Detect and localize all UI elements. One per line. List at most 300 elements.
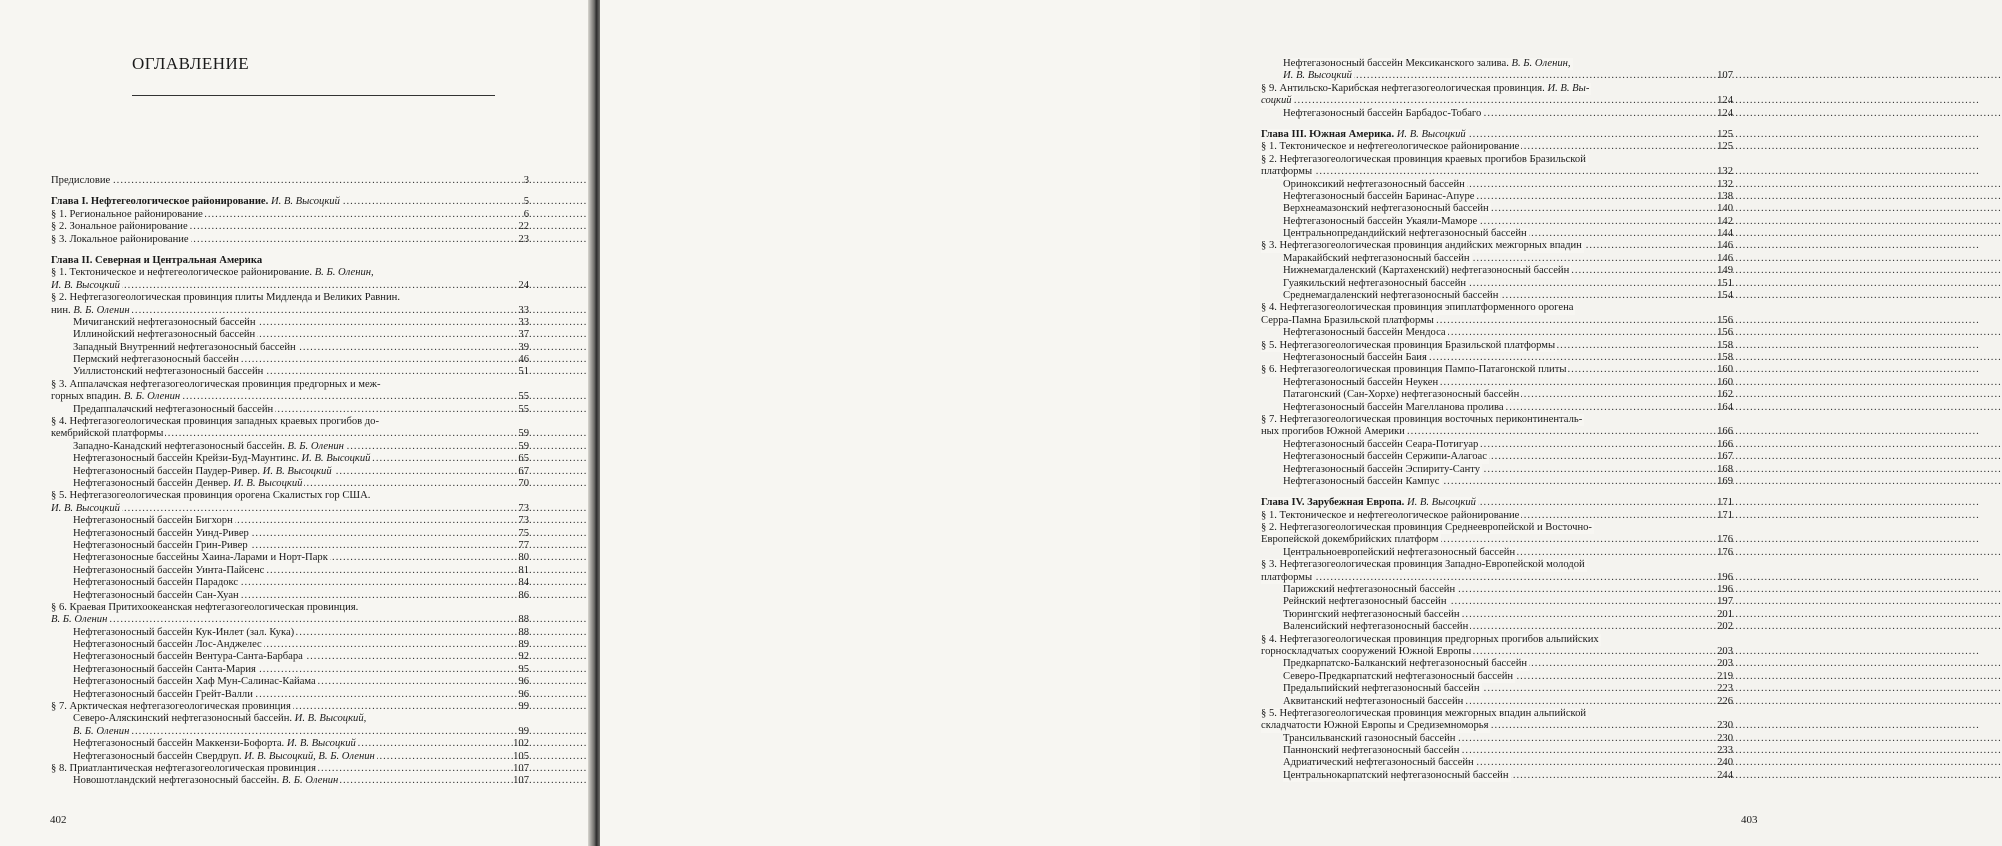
toc-entry-title: Нефтегазоносный бассейн Санта-Мария (73, 663, 256, 675)
toc-entry-title: § 9. Антильско-Карибская нефтегазогеологическая провинция. (1261, 82, 1545, 94)
toc-page-number: 168 (1717, 463, 1733, 475)
toc-entry-title: Верхнеамазонский нефтегазоносный бассейн (1283, 203, 1489, 215)
toc-entry-author: И. В. Высоцкий (233, 477, 303, 489)
toc-entry-text (1283, 108, 1483, 120)
toc-page-number: 203 (1717, 645, 1733, 657)
toc-entry-text (1283, 377, 1440, 389)
toc-page-number: 65 (518, 453, 529, 465)
toc-entry-text (1283, 402, 1506, 414)
toc-leader-dots (73, 726, 495, 738)
toc-page-number: 171 (1717, 497, 1733, 509)
toc-entry (51, 221, 529, 233)
toc-entry (1261, 154, 1733, 166)
toc-page-number: 99 (518, 725, 529, 737)
toc-entry-text (1283, 253, 1472, 265)
toc-page-number: 171 (1717, 509, 1733, 521)
toc-entry-author: соцкий (1261, 95, 1292, 107)
toc-page-number: 107 (513, 775, 529, 787)
toc-entry (51, 209, 529, 221)
toc-entry-text (51, 234, 191, 246)
toc-entry-text (1261, 559, 1587, 571)
toc-page-number: 226 (1717, 695, 1733, 707)
toc-entry (51, 614, 529, 626)
toc-entry-text (1261, 646, 1473, 658)
toc-entry-text (1283, 191, 1476, 203)
toc-page-number: 59 (518, 440, 529, 452)
toc-entry-text (51, 280, 122, 292)
toc-page-number: 146 (1717, 240, 1733, 252)
toc-entry-title: Нефтегазоносный бассейн Мексиканского залива. (1283, 58, 1509, 69)
toc-entry (51, 540, 529, 552)
toc-entry-text (1283, 476, 1442, 488)
toc-page-number: 196 (1717, 571, 1733, 583)
toc-entry-title: § 1. Тектоническое и нефтегеологическое районирование (1261, 141, 1520, 153)
toc-entry-author: И. В. Высоцкий (301, 453, 371, 465)
toc-page-number: 77 (518, 539, 529, 551)
toc-entry (51, 515, 529, 527)
toc-entry-text (51, 209, 205, 221)
toc-page-number: 156 (1717, 314, 1733, 326)
toc-chapter-entry (51, 255, 529, 267)
toc-entry (1261, 414, 1733, 426)
toc-entry-text (51, 763, 318, 775)
toc-entry-title: Нефтегазоносный бассейн Хаф Мун-Салинас-Кайама (73, 676, 316, 688)
toc-page-number: 88 (518, 614, 529, 626)
toc-entry-text (73, 651, 305, 663)
toc-leader-dots (51, 175, 495, 187)
toc-page-number: 201 (1717, 608, 1733, 620)
toc-entry-title: Нефтегазоносный бассейн Сеара-Потигуар (1283, 438, 1479, 450)
toc-entry-author: И. В. Высоцкий (270, 196, 340, 208)
toc-entry-title: горных впадин. (51, 391, 122, 403)
toc-page-number: 95 (518, 663, 529, 675)
toc-entry (1261, 439, 1733, 451)
toc-entry-text (1261, 240, 1584, 252)
toc-entry-author: И. В. Высоцкий (1396, 128, 1466, 140)
toc-entry-text (1261, 426, 1407, 438)
toc-entry (1261, 216, 1733, 228)
toc-page-number: 24 (518, 279, 529, 291)
toc-entry-title: Маракайбский нефтегазоносный бассейн (1283, 252, 1470, 264)
toc-page-number: 86 (518, 589, 529, 601)
toc-page-number: 124 (1717, 95, 1733, 107)
toc-entry (51, 317, 529, 329)
toc-entry (1261, 108, 1733, 120)
toc-entry-text (51, 305, 132, 317)
toc-page-number: 144 (1717, 228, 1733, 240)
toc-entry-text (51, 614, 109, 626)
toc-entry-text (1261, 141, 1521, 153)
toc-entry (1261, 572, 1733, 584)
page-title: ОГЛАВЛЕНИЕ (132, 54, 250, 73)
toc-entry-title: Северо-Предкарпатский нефтегазоносный бассейн (1283, 670, 1514, 682)
toc-entry-author: И. В. Высоцкий (51, 502, 120, 514)
toc-entry (1261, 584, 1733, 596)
toc-entry (1261, 609, 1733, 621)
toc-entry-text (1283, 757, 1476, 769)
toc-entry-text (73, 713, 368, 725)
toc-entry-title: § 1. Тектоническое и нефтегеологическое районирование (1261, 509, 1520, 521)
toc-entry (1261, 340, 1733, 352)
toc-entry-title: Нефтегазоносный бассейн Сан-Хуан (73, 589, 239, 601)
toc-entry (51, 577, 529, 589)
toc-page-number: 219 (1717, 670, 1733, 682)
toc-entry-title: Нефтегазоносный бассейн Кампус (1283, 475, 1440, 487)
toc-entry-title: Глава IV. Зарубежная Европа. (1261, 497, 1405, 509)
toc-entry-title: Предальпийский нефтегазоносный бассейн (1283, 683, 1480, 695)
toc-page-number: 149 (1717, 265, 1733, 277)
toc-leader-dots (1261, 166, 1699, 178)
toc-entry-title: Нефтегазоносный бассейн Маккензи-Бофорта. (73, 738, 285, 750)
toc-page-number: 176 (1717, 534, 1733, 546)
toc-entry-title: Нефтегазоносный бассейн Вентура-Санта-Барбара (73, 651, 303, 663)
toc-entry (51, 751, 529, 763)
toc-entry-text (1261, 720, 1490, 732)
toc-entry-text (51, 602, 360, 614)
toc-entry-author: И. В. Вы- (1547, 82, 1590, 94)
toc-entry (51, 175, 529, 187)
toc-page-number: 244 (1717, 769, 1733, 781)
toc-entry-title: § 6. Краевая Притихоокеанская нефтегазогеологическая провинция. (51, 601, 359, 613)
toc-entry-author: И. В. Высоцкий (51, 279, 120, 291)
toc-page-number: 158 (1717, 351, 1733, 363)
toc-entry (1261, 733, 1733, 745)
toc-entry (1261, 476, 1733, 488)
left-page (0, 0, 590, 846)
toc-page-number: 142 (1717, 215, 1733, 227)
toc-entry-author: И. В. Высоцкий, (294, 713, 367, 725)
toc-entry (51, 651, 529, 663)
toc-entry-author: И. В. Высоцкий (286, 738, 356, 750)
toc-entry-text (73, 627, 296, 639)
toc-page-number: 233 (1717, 745, 1733, 757)
toc-list-right (1261, 58, 1733, 782)
toc-page-number: 37 (518, 329, 529, 341)
toc-entry-title: Нефтегазоносный бассейн Уинд-Ривер (73, 527, 249, 539)
toc-entry (51, 342, 529, 354)
toc-entry-text (1261, 340, 1557, 352)
toc-entry-text (73, 478, 304, 490)
toc-page-number: 46 (518, 354, 529, 366)
toc-entry-text (1283, 683, 1482, 695)
toc-entry (1261, 522, 1733, 534)
toc-page-number: 176 (1717, 546, 1733, 558)
toc-entry-text (1261, 522, 1594, 534)
toc-entry (51, 639, 529, 651)
toc-entry-text (73, 676, 318, 688)
toc-entry-title: § 6. Нефтегазогеологическая провинция Пампо-Патагонской плиты (1261, 364, 1567, 376)
toc-list-left (51, 175, 529, 788)
toc-entry (1261, 315, 1733, 327)
toc-entry-text (1283, 203, 1491, 215)
toc-entry-text (51, 503, 122, 515)
toc-page-number: 33 (518, 304, 529, 316)
toc-entry (1261, 166, 1733, 178)
toc-entry-title: Нефтегазоносный бассейн Сержипи-Алагоас (1283, 451, 1487, 463)
toc-entry-title: § 4. Нефтегазогеологическая провинция западных краевых прогибов до- (51, 416, 379, 428)
toc-entry-author: В. Б. Оленин (287, 440, 344, 452)
toc-entry-text (1261, 414, 1584, 426)
toc-page-number: 51 (518, 366, 529, 378)
toc-entry-title: Нефтегазоносный бассейн Парадокс (73, 577, 239, 589)
toc-entry-text (51, 255, 264, 267)
toc-entry-author: В. Б. Оленин, (314, 267, 374, 279)
toc-entry-text (73, 515, 235, 527)
toc-page-number: 196 (1717, 584, 1733, 596)
toc-entry (51, 565, 529, 577)
toc-entry (1261, 634, 1733, 646)
toc-entry-text (1261, 510, 1521, 522)
toc-entry-title: Нефтегазоносный бассейн Крейзи-Буд-Маунтинс. (73, 453, 299, 465)
toc-entry-title: Нижнемагдаленский (Картахенский) нефтегазоносный бассейн (1283, 265, 1570, 277)
toc-entry (51, 234, 529, 246)
toc-page-number: 55 (518, 391, 529, 403)
toc-entry-title: Трансильванский газоносный бассейн (1283, 732, 1456, 744)
toc-entry-title: Нефтегазоносный бассейн Денвер. (73, 477, 231, 489)
toc-entry-text (73, 664, 258, 676)
toc-entry (51, 503, 529, 515)
toc-entry-title: Нефтегазоносный бассейн Бигхорн (73, 515, 233, 527)
toc-entry-text (51, 175, 112, 187)
toc-page-number: 84 (518, 577, 529, 589)
toc-entry (1261, 290, 1733, 302)
toc-entry (51, 329, 529, 341)
toc-entry (1261, 352, 1733, 364)
toc-entry-title: горноскладчатых сооружений Южной Европы (1261, 645, 1472, 657)
toc-entry-text (1283, 389, 1521, 401)
toc-entry-text (1261, 166, 1314, 178)
toc-leader-dots (1261, 95, 1699, 107)
toc-page-number: 151 (1717, 277, 1733, 289)
toc-chapter-entry (1261, 129, 1733, 141)
toc-entry-text (73, 342, 298, 354)
toc-entry-text (1283, 584, 1457, 596)
toc-entry (51, 676, 529, 688)
toc-entry-title: Предаппалачский нефтегазоносный бассейн (73, 403, 274, 415)
toc-entry-text (73, 726, 131, 738)
toc-entry-title: Глава III. Южная Америка. (1261, 128, 1395, 140)
toc-entry-title: Новошотландский нефтегазоносный бассейн. (73, 775, 280, 787)
toc-entry (1261, 58, 1733, 70)
toc-entry (1261, 757, 1733, 769)
toc-entry-title: Предкарпатско-Балканский нефтегазоносный бассейн (1283, 658, 1528, 670)
toc-entry-text (1261, 634, 1601, 646)
toc-page-number: 23 (518, 233, 529, 245)
toc-entry-title: Глава I. Нефтегеологическое районирование. (51, 196, 269, 208)
toc-entry-author: В. Б. Оленин, (1511, 58, 1571, 69)
toc-page-number: 138 (1717, 190, 1733, 202)
toc-page-number: 160 (1717, 376, 1733, 388)
toc-entry (1261, 534, 1733, 546)
toc-entry-text (1283, 658, 1529, 670)
toc-entry-title: § 5. Нефтегазогеологическая провинция межгорных впадин альпийской (1261, 707, 1587, 719)
toc-entry-text (1261, 154, 1588, 166)
toc-page-number: 166 (1717, 438, 1733, 450)
toc-page-number: 107 (513, 762, 529, 774)
toc-entry-text (1261, 315, 1436, 327)
toc-entry-title: Гуаякильский нефтегазоносный бассейн (1283, 277, 1467, 289)
toc-entry-title: § 1. Тектоническое и нефтегеологическое районирование. (51, 267, 313, 279)
toc-page-number: 132 (1717, 178, 1733, 190)
toc-entry-title: платформы (1261, 571, 1313, 583)
toc-entry-text (1261, 95, 1294, 107)
toc-leader-dots (1261, 572, 1699, 584)
toc-entry-title: складчатости Южной Европы и Средиземноморья (1261, 720, 1489, 732)
toc-entry-text (73, 540, 250, 552)
toc-page-number: 39 (518, 341, 529, 353)
toc-entry-title: § 2. Зональное районирование (51, 221, 188, 233)
toc-entry-text (1283, 596, 1449, 608)
toc-entry (1261, 510, 1733, 522)
toc-entry (1261, 278, 1733, 290)
toc-entry-title: § 4. Нефтегазогеологическая провинция эпиплатформенного орогена (1261, 302, 1574, 314)
toc-entry-title: кембрийской платформы (51, 428, 164, 440)
toc-entry-title: Нефтегазоносный бассейн Баринас-Апуре (1283, 190, 1475, 202)
toc-entry-title: Нефтегазоносный бассейн Эспириту-Санту (1283, 463, 1481, 475)
toc-entry-text (73, 329, 257, 341)
toc-page-number: 156 (1717, 327, 1733, 339)
toc-entry-title: Нефтегазоносный бассейн Свердруп. (73, 750, 242, 762)
toc-page-number: 158 (1717, 339, 1733, 351)
toc-entry-title: Серра-Памна Бразильской платформы (1261, 314, 1434, 326)
toc-page-number: 105 (513, 750, 529, 762)
toc-entry-title: Нефтегазоносный бассейн Неукен (1283, 376, 1439, 388)
toc-page-number: 166 (1717, 426, 1733, 438)
toc-entry-text (73, 466, 334, 478)
right-page (600, 0, 1758, 846)
toc-entry-text (51, 221, 190, 233)
toc-entry-title: Глава II. Северная и Центральная Америка (51, 254, 263, 266)
toc-entry-author: В. Б. Оленин (51, 614, 108, 626)
toc-page-number: 124 (1717, 107, 1733, 119)
toc-entry-title: Центральнокарпатский нефтегазоносный бассейн (1283, 769, 1509, 781)
toc-entry-title: § 2. Нефтегазогеологическая провинция плиты Мидленда и Великих Равнин. (51, 292, 400, 304)
toc-entry-text (1283, 439, 1480, 451)
toc-entry-text (1283, 179, 1467, 191)
toc-entry-title: платформы (1261, 166, 1313, 178)
toc-page-number: 125 (1717, 128, 1733, 140)
toc-entry-text (1283, 58, 1573, 70)
toc-entry-text (51, 292, 402, 304)
toc-entry (51, 713, 529, 725)
toc-entry (51, 701, 529, 713)
toc-entry (1261, 559, 1733, 571)
toc-page-number: 59 (518, 428, 529, 440)
toc-page-number: 67 (518, 465, 529, 477)
toc-entry-title: § 2. Нефтегазогеологическая провинция Среднеевропейской и Восточно- (1261, 522, 1592, 534)
toc-page-number: 107 (1717, 70, 1733, 82)
toc-entry-title: Нефтегазоносный бассейн Барбадос-Тобаго (1283, 107, 1482, 119)
title-rule (132, 95, 495, 96)
page-number-left: 402 (50, 814, 67, 826)
toc-entry-text (1283, 228, 1529, 240)
toc-entry-title: Парижский нефтегазоносный бассейн (1283, 584, 1456, 596)
toc-page-number: 89 (518, 639, 529, 651)
toc-entry-title: § 3. Нефтегазогеологическая провинция Западно-Европейской молодой (1261, 559, 1585, 571)
toc-entry-text (1283, 327, 1448, 339)
toc-entry-author: И. В. Высоцкий (1406, 497, 1476, 509)
toc-entry (51, 478, 529, 490)
toc-entry-title: § 2. Нефтегазогеологическая провинция краевых прогибов Бразильской (1261, 153, 1586, 165)
toc-entry-text (51, 391, 182, 403)
toc-entry (1261, 426, 1733, 438)
toc-entry (51, 292, 529, 304)
toc-entry-text (73, 738, 358, 750)
toc-entry (51, 280, 529, 292)
toc-entry-title: § 7. Нефтегазогеологическая провинция восточных периконтиненталь- (1261, 413, 1583, 425)
toc-entry-title: Нефтегазоносный бассейн Лос-Анджелес (73, 639, 262, 651)
toc-entry (1261, 377, 1733, 389)
toc-entry (51, 453, 529, 465)
toc-entry-title: § 4. Нефтегазогеологическая провинция предгорных прогибов альпийских (1261, 633, 1599, 645)
toc-entry-title: § 7. Арктическая нефтегазогеологическая провинция (51, 701, 291, 713)
toc-page-number: 73 (518, 502, 529, 514)
toc-entry (51, 428, 529, 440)
toc-entry-text (1283, 451, 1489, 463)
toc-page-number: 140 (1717, 203, 1733, 215)
toc-entry (51, 416, 529, 428)
toc-entry-title: Аквитанский нефтегазоносный бассейн (1283, 695, 1464, 707)
toc-entry-title: Нефтегазоносные бассейны Хаина-Ларами и Норт-Парк (73, 552, 328, 564)
toc-entry (1261, 327, 1733, 339)
toc-entry-text (51, 490, 372, 502)
toc-entry-text (1261, 83, 1591, 95)
toc-entry (1261, 302, 1733, 314)
toc-entry (51, 441, 529, 453)
toc-entry-text (51, 701, 293, 713)
toc-entry (1261, 683, 1733, 695)
toc-entry-text (73, 528, 251, 540)
toc-page-number: 81 (518, 564, 529, 576)
toc-page-number: 154 (1717, 290, 1733, 302)
toc-entry (1261, 770, 1733, 782)
toc-entry (1261, 83, 1733, 95)
toc-entry-title: Тюрингский нефтегазоносный бассейн (1283, 608, 1460, 620)
toc-entry-title: Западно-Канадский нефтегазоносный бассейн. (73, 440, 285, 452)
toc-entry (51, 590, 529, 602)
toc-entry-text (73, 689, 255, 701)
toc-page-number: 202 (1717, 621, 1733, 633)
toc-entry-title: Нефтегазоносный бассейн Кук-Инлет (зал. Кука) (73, 626, 295, 638)
toc-page-number: 164 (1717, 401, 1733, 413)
toc-entry-title: § 8. Приатлантическая нефтегазогеологическая провинция (51, 762, 316, 774)
toc-page-number: 146 (1717, 252, 1733, 264)
toc-entry-title: Северо-Аляскинский нефтегазоносный бассейн. (73, 713, 293, 725)
toc-entry-title: Западный Внутренний нефтегазоносный бассейн (73, 341, 296, 353)
toc-entry-title: Среднемагдаленский нефтегазоносный бассейн (1283, 290, 1499, 302)
toc-entry-author: И. В. Высоцкий, В. Б. Оленин (244, 750, 375, 762)
toc-entry-title: § 1. Региональное районирование (51, 208, 203, 220)
toc-page-number: 203 (1717, 658, 1733, 670)
toc-chapter-entry (51, 196, 529, 208)
toc-entry-text (51, 416, 381, 428)
toc-entry-text (1261, 302, 1575, 314)
toc-entry-title: § 5. Нефтегазогеологическая провинция орогена Скалистых гор США. (51, 490, 371, 502)
toc-entry-title: Мичиганский нефтегазоносный бассейн (73, 316, 256, 328)
toc-entry (1261, 696, 1733, 708)
toc-entry (1261, 70, 1733, 82)
toc-entry-title: § 3. Аппалачская нефтегазогеологическая провинция предгорных и меж- (51, 378, 381, 390)
toc-page-number: 96 (518, 688, 529, 700)
toc-entry-title: Нефтегазоносный бассейн Уинта-Пайсенс (73, 564, 265, 576)
toc-entry-text (1283, 733, 1457, 745)
toc-page-number: 75 (518, 527, 529, 539)
toc-page-number: 132 (1717, 166, 1733, 178)
toc-entry-text (1283, 671, 1515, 683)
toc-entry (51, 664, 529, 676)
toc-entry (1261, 228, 1733, 240)
toc-entry-text (51, 379, 383, 391)
